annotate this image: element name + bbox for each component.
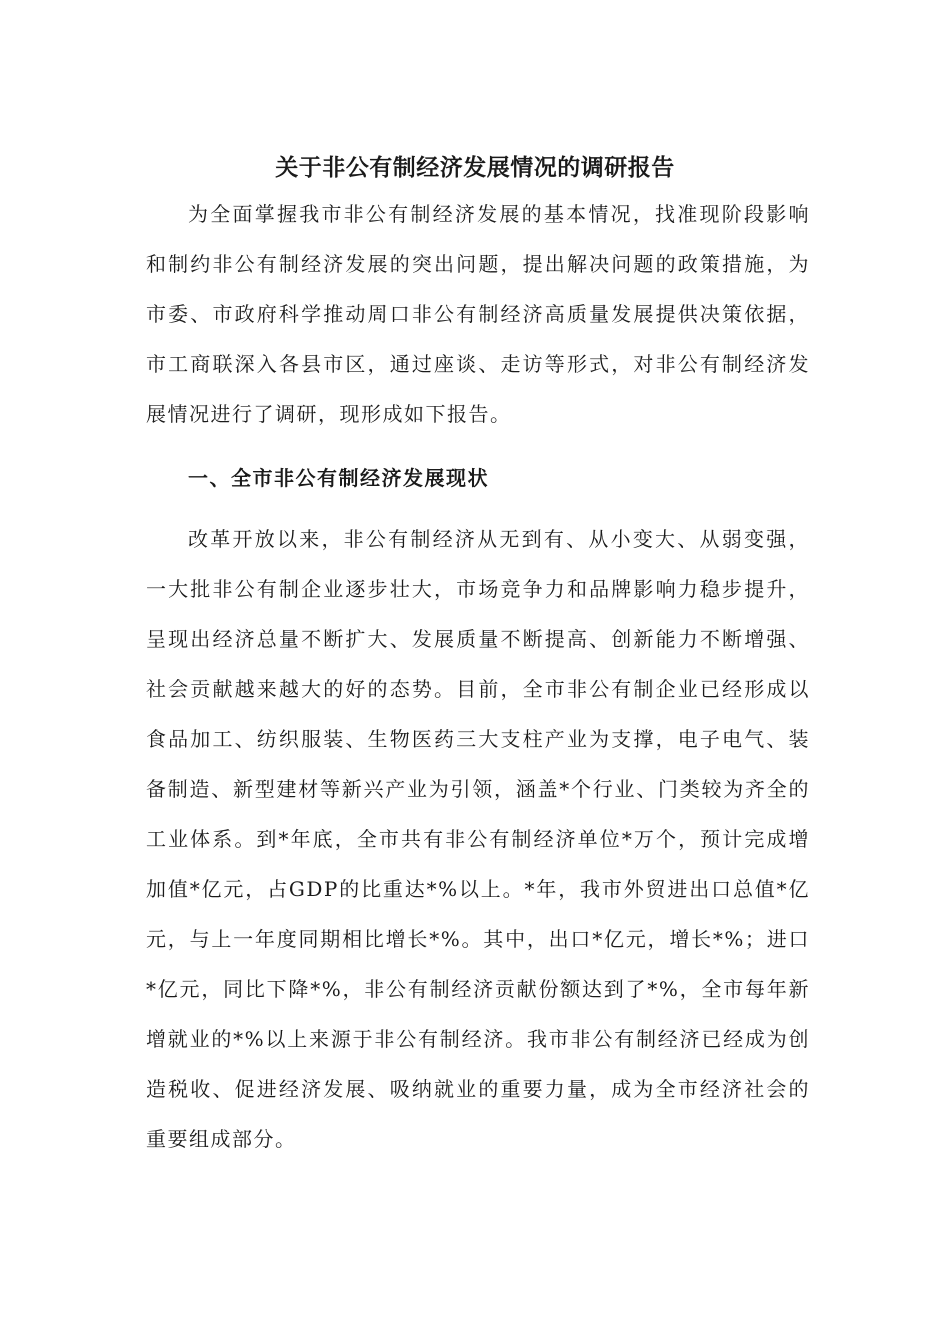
document-title: 关于非公有制经济发展情况的调研报告 xyxy=(275,155,675,182)
section-heading: 一、全市非公有制经济发展现状 xyxy=(188,466,489,490)
intro-paragraph: 为全面掌握我市非公有制经济发展的基本情况，找准现阶段影响和制约非公有制经济发展的突出问题，提出解决问题的政策措施，为市委、市政府科学推动周口非公有制经济高质量发展提供决策依据，市工商联深入各县市区，通过座谈、走访等形式，对非公有制经济发展情况进行了调研，现形成如下报告。 xyxy=(146,202,810,426)
section-paragraph: 改革开放以来，非公有制经济从无到有、从小变大、从弱变强，一大批非公有制企业逐步壮大，市场竞争力和品牌影响力稳步提升，呈现出经济总量不断扩大、发展质量不断提高、创新能力不断增强、社会贡献越来越大的好的态势。目前，全市非公有制企业已经形成以食品加工、纺织服装、生物医药三大支柱产业为支撑，电子电气、装备制造、新型建材等新兴产业为引领，涵盖*个行业、门类较为齐全的工业体系。到*年底，全市共有非公有制经济单位*万个，预计完成增加值*亿元，占GDP的比重达*%以上。*年，我市外贸进出口总值*亿元，与上一年度同期相比增长*%。其中，出口*亿元，增长*%；进口*亿元，同比下降*%，非公有制经济贡献份额达到了*%，全市每年新增就业的*%以上来源于非公有制经济。我市非公有制经济已经成为创造税收、促进经济发展、吸纳就业的重要力量，成为全市经济社会的重要组成部分。 xyxy=(146,527,810,1151)
